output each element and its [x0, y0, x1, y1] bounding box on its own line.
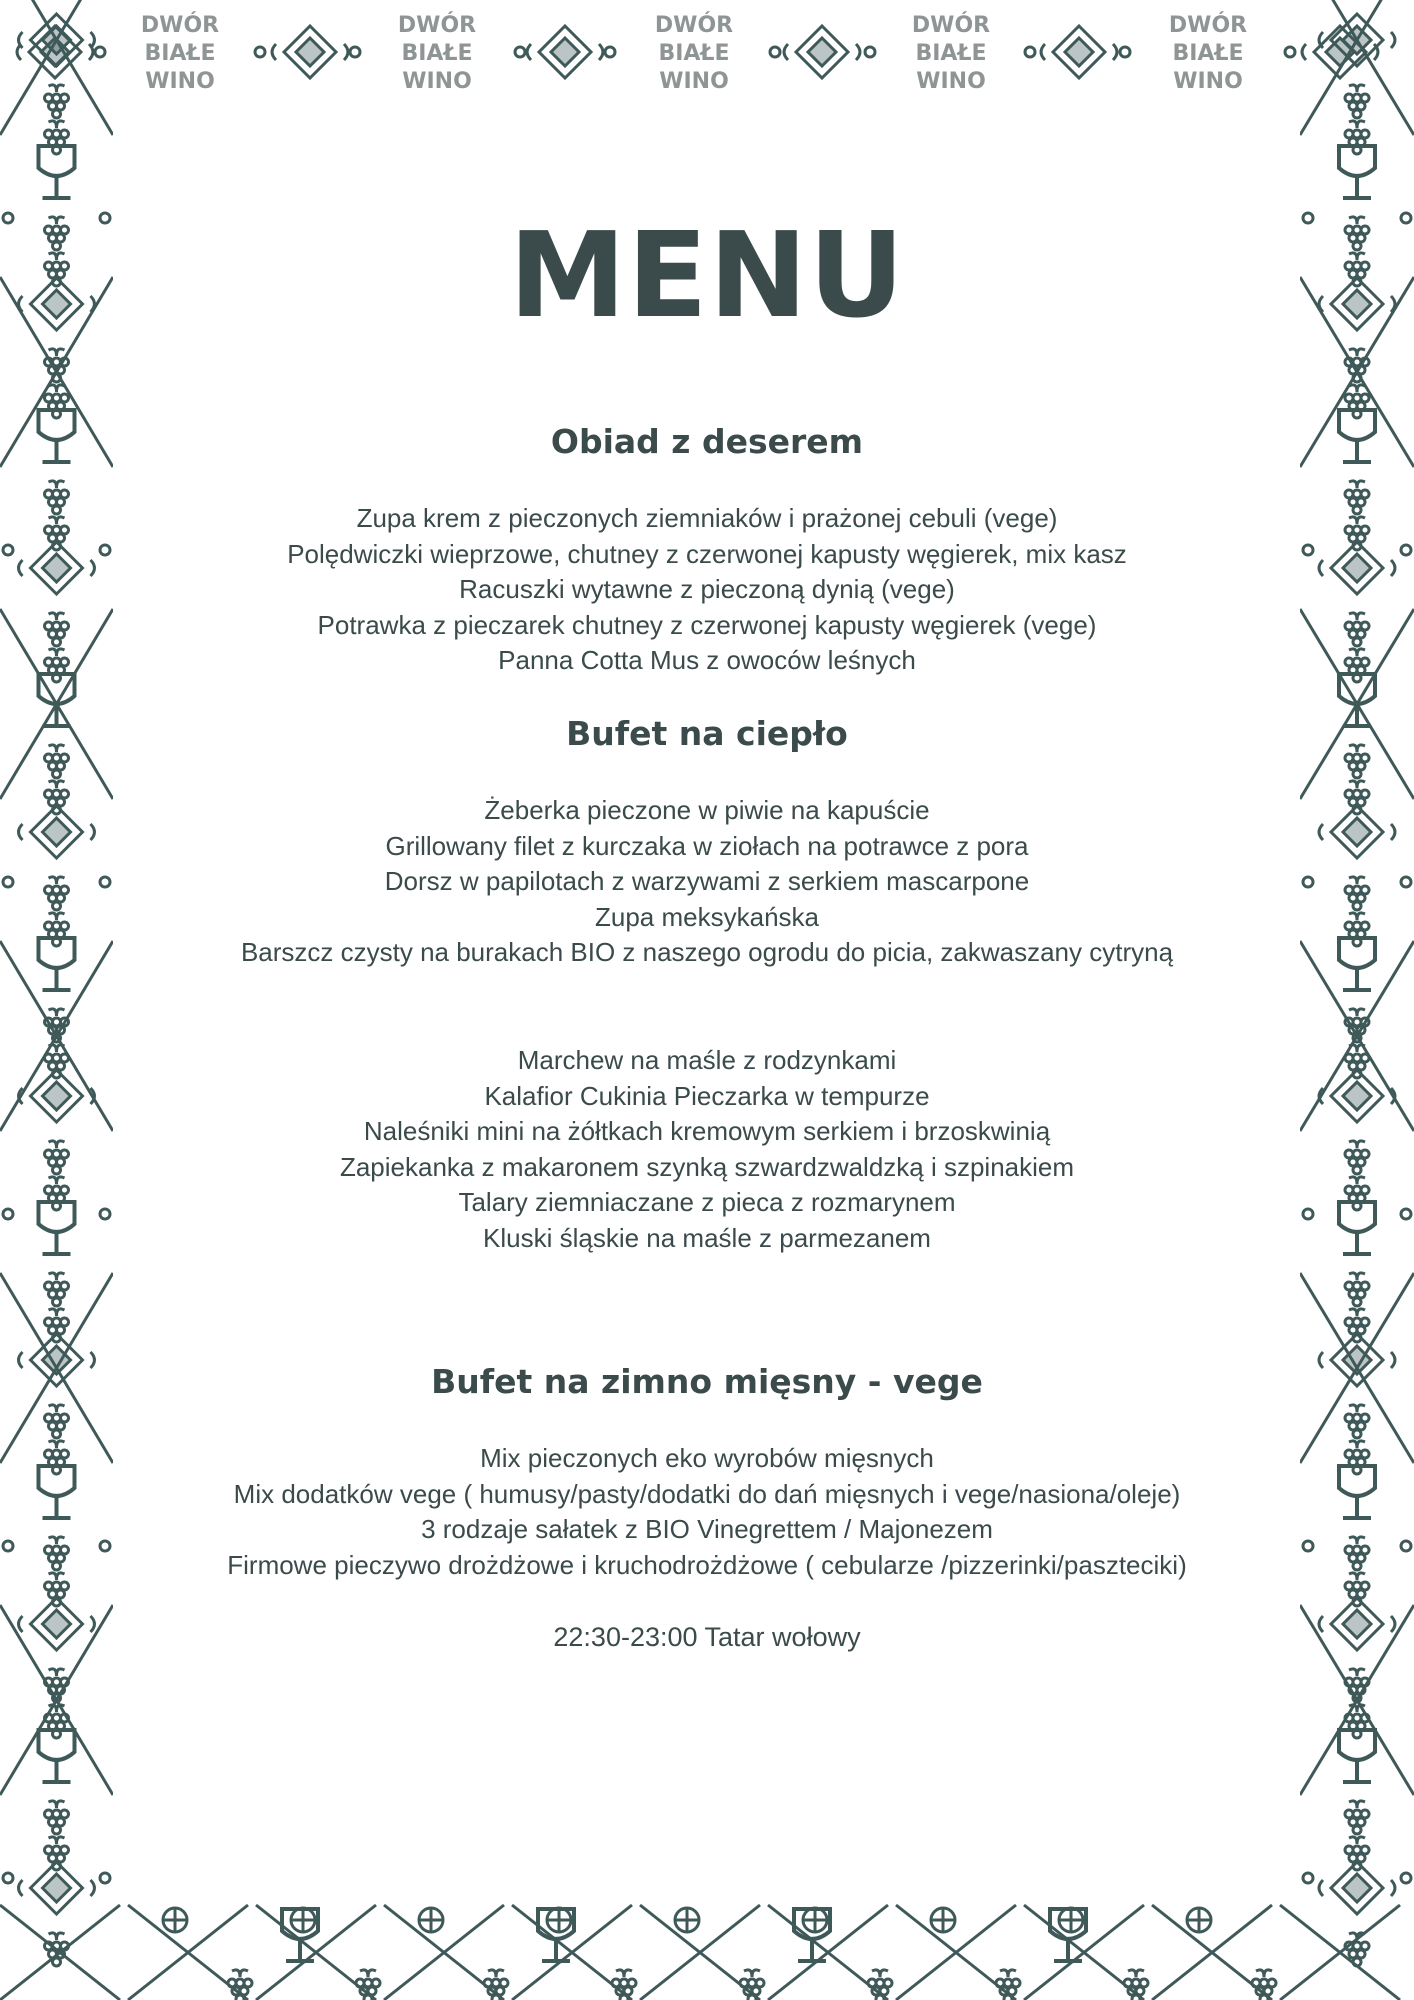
diamond-icon — [527, 26, 603, 78]
grapes-icon — [1345, 1837, 1369, 1870]
glass-icon — [538, 1909, 574, 1961]
svg-text:BIAŁE: BIAŁE — [1172, 41, 1244, 66]
svg-text:BIAŁE: BIAŁE — [658, 41, 730, 66]
list-item: Racuszki wytawne z pieczoną dynią (vege) — [459, 574, 955, 605]
grapes-icon — [484, 1970, 508, 2000]
list-item: Żeberka pieczone w piwie na kapuście — [484, 795, 930, 825]
section-list-cold-buffet — [0, 1441, 1414, 1583]
svg-text:WINO: WINO — [402, 69, 472, 94]
svg-text:DWÓR: DWÓR — [654, 13, 734, 38]
svg-text:BIAŁE: BIAŁE — [144, 41, 216, 66]
list-item: Marchew na maśle z rodzynkami — [517, 1045, 897, 1075]
flower-icon — [1187, 1908, 1211, 1932]
flower-icon — [163, 1908, 187, 1932]
grapes-icon — [45, 1705, 69, 1738]
list-item: Zupa meksykańska — [595, 901, 819, 932]
menu-title: MENU — [508, 206, 906, 344]
grapes-icon — [45, 385, 69, 418]
section-list-lunch — [0, 501, 1414, 679]
section-list-hot-buffet-sides — [0, 1043, 1414, 1257]
grapes-icon — [1345, 1801, 1369, 1834]
grapes-icon — [868, 1970, 892, 2000]
flower-icon — [419, 1908, 443, 1932]
diamond-icon — [272, 26, 348, 78]
grapes-icon — [1345, 1309, 1369, 1342]
dot-icon — [865, 47, 875, 57]
dot-icon — [1285, 47, 1295, 57]
flower-icon — [291, 1908, 315, 1932]
list-item: Talary ziemniaczane z pieca z rozmarynem — [458, 1187, 956, 1218]
grapes-icon — [1345, 349, 1369, 382]
dot-icon — [3, 1873, 13, 1883]
grapes-icon — [1345, 1669, 1369, 1702]
grapes-icon — [45, 1309, 69, 1342]
dot-icon — [1401, 1873, 1411, 1883]
grapes-icon — [1345, 1705, 1369, 1738]
grapes-icon — [740, 1970, 764, 2000]
flower-icon — [675, 1908, 699, 1932]
grapes-icon — [1345, 385, 1369, 418]
dot-icon — [770, 47, 780, 57]
grapes-icon — [45, 349, 69, 382]
dot-icon — [605, 47, 615, 57]
section-heading-lunch: Obiad z deserem — [550, 422, 864, 461]
dot-icon — [95, 47, 105, 57]
list-item: Potrawka z pieczarek chutney z czerwonej kapusty węgierek (vege) — [317, 609, 1097, 640]
svg-text:BIAŁE: BIAŁE — [915, 41, 987, 66]
svg-text:WINO: WINO — [916, 69, 986, 94]
grapes-icon — [1124, 1970, 1148, 2000]
svg-text:DWÓR: DWÓR — [140, 13, 220, 38]
list-item: Polędwiczki wieprzowe, chutney z czerwonej kapusty węgierek, mix kasz — [287, 538, 1127, 569]
dot-icon — [255, 47, 265, 57]
flower-icon — [547, 1908, 571, 1932]
section-heading-hot-buffet: Bufet na ciepło — [566, 714, 848, 753]
diamond-icon — [784, 26, 860, 78]
glass-icon — [794, 1909, 830, 1961]
grapes-icon — [1345, 1273, 1369, 1306]
grapes-icon — [45, 1669, 69, 1702]
glass-icon — [282, 1909, 318, 1961]
dot-icon — [350, 47, 360, 57]
flower-icon — [803, 1908, 827, 1932]
flower-icon — [931, 1908, 955, 1932]
list-item: Kluski śląskie na maśle z parmezanem — [483, 1222, 931, 1253]
list-item: Zapiekanka z makaronem szynką szwardzwaldzką i szpinakiem — [339, 1151, 1075, 1182]
diamond-icon — [1041, 26, 1117, 78]
svg-text:DWÓR: DWÓR — [397, 13, 477, 38]
svg-text:WINO: WINO — [659, 69, 729, 94]
list-item: Kalafior Cukinia Pieczarka w tempurze — [484, 1080, 930, 1111]
grapes-icon — [45, 1273, 69, 1306]
list-item: Grillowany filet z kurczaka w ziołach na potrawce z pora — [385, 830, 1029, 861]
grapes-icon — [1252, 1970, 1276, 2000]
flower-icon — [1059, 1908, 1083, 1932]
dot-icon — [1120, 47, 1130, 57]
grapes-icon — [1345, 121, 1369, 154]
late-night-note: 22:30-23:00 Tatar wołowy — [553, 1622, 861, 1652]
dot-icon — [515, 47, 525, 57]
list-item: 3 rodzaje sałatek z BIO Vinegrettem / Majonezem — [421, 1514, 993, 1545]
svg-text:BIAŁE: BIAŁE — [401, 41, 473, 66]
section-heading-cold-buffet: Bufet na zimno mięsny - vege — [431, 1362, 983, 1401]
list-item: Firmowe pieczywo drożdżowe i kruchodrożdżowe ( cebularze /pizzerinki/paszteciki) — [227, 1549, 1187, 1580]
grapes-icon — [45, 85, 69, 118]
grapes-icon — [45, 121, 69, 154]
svg-text:DWÓR: DWÓR — [1168, 13, 1248, 38]
grapes-icon — [996, 1970, 1020, 2000]
grapes-icon — [45, 1405, 69, 1438]
grapes-icon — [45, 1837, 69, 1870]
dot-icon — [1025, 47, 1035, 57]
section-list-hot-buffet — [0, 793, 1414, 971]
list-item: Naleśniki mini na żółtkach kremowym serkiem i brzoskwinią — [363, 1116, 1051, 1147]
grapes-icon — [1345, 1405, 1369, 1438]
dot-icon — [100, 1873, 110, 1883]
grapes-icon — [1345, 85, 1369, 118]
svg-text:WINO: WINO — [1173, 69, 1243, 94]
list-item: Barszcz czysty na burakach BIO z naszego ogrodu do picia, zakwaszany cytryną — [240, 937, 1174, 968]
list-item: Mix pieczonych eko wyrobów mięsnych — [480, 1443, 934, 1473]
glass-icon — [1050, 1909, 1086, 1961]
svg-text:WINO: WINO — [145, 69, 215, 94]
svg-text:DWÓR: DWÓR — [911, 13, 991, 38]
list-item: Zupa krem z pieczonych ziemniaków i prażonej cebuli (vege) — [356, 503, 1058, 533]
dot-icon — [1303, 1873, 1313, 1883]
grapes-icon — [612, 1970, 636, 2000]
list-item: Panna Cotta Mus z owoców leśnych — [498, 645, 916, 676]
grapes-icon — [228, 1970, 252, 2000]
list-item: Dorsz w papilotach z warzywami z serkiem mascarpone — [384, 866, 1030, 897]
list-item: Mix dodatków vege ( humusy/pasty/dodatki do dań mięsnych i vege/nasiona/oleje) — [233, 1478, 1181, 1509]
grapes-icon — [45, 1801, 69, 1834]
grapes-icon — [356, 1970, 380, 2000]
